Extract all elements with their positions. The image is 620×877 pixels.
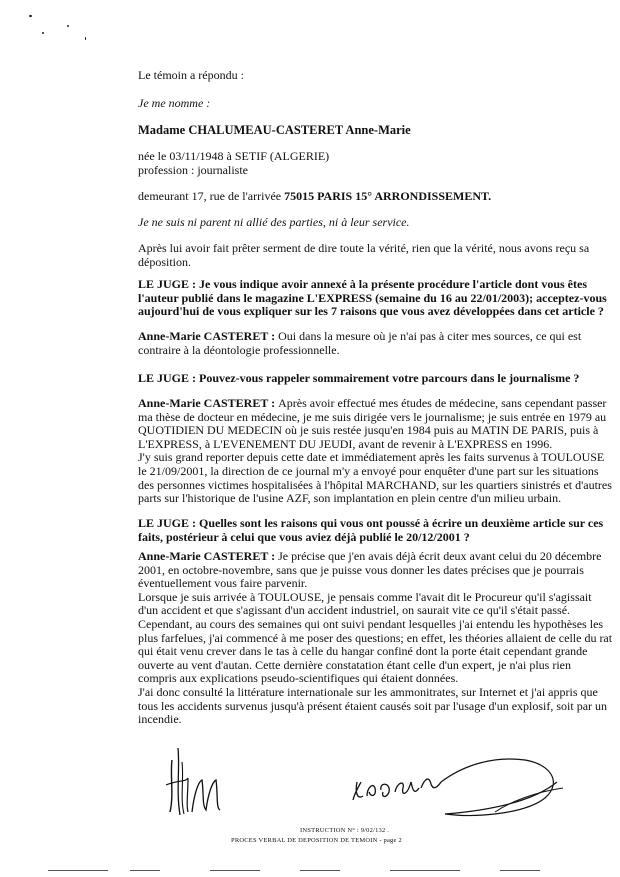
oath-paragraph [138,242,590,269]
answer-line: ouverte au vent d'autan. Cette dernière constatation étant celle d'un expert, je n'ai plus rien [138,657,571,672]
oath-line: déposition. [138,254,191,269]
question-line: LE JUGE : Je vous indique avoir annexé à la présente procédure l'article dont vous êtes [138,277,587,291]
answer-line: L'EXPRESS, à L'EVENEMENT DU JEUDI, avant de revenir à L'EXPRESS en 1996. [138,436,553,451]
speaker-name: Anne-Marie CASTERET : [138,329,279,343]
answer-line: éventuellement vous faire parvenir. [138,576,308,591]
address-info [138,190,590,204]
judge-question-2: LE JUGE : Pouvez-vous rappeler sommairement votre parcours dans le journalisme ? [138,371,580,385]
answer-line: parts sur l'historique de l'usine AZF, son implantation en plein centre d'un milieu urbain. [138,491,562,506]
answer-line: 2001, en octobre-novembre, sans que je puisse vous donner les dates précises que je pourrais [138,562,584,577]
answer-line: Anne-Marie CASTERET : Après avoir effectué mes études de médecine, sans cependant passer [138,396,607,410]
scan-speck [29,15,32,17]
answer-line: tous les accidents survenus jusqu'à présent étaient causés soit par l'usage d'un explosif, soit par un [138,698,608,713]
answer-line: incendie. [138,712,182,727]
answer-line: Anne-Marie CASTERET : Oui dans la mesure où je n'ai pas à citer mes sources, ce qui est [138,329,582,343]
address-street: demeurant 17, rue de l'arrivée [138,189,285,203]
answer-line: Lorsque je suis arrivée à TOULOUSE, je pensais comme l'avait dit le Procureur qu'il s'agissait [138,589,592,604]
profession-info: profession : journaliste [138,163,248,177]
scan-speck [85,37,86,40]
proces-verbal-footer: PROCES VERBAL DE DEPOSITION DE TEMOIN - page 2 [231,837,402,844]
scan-border [300,870,340,871]
answer-line: compris aux explications pseudo-scientifiques qui étaient données. [138,671,459,686]
scan-border [500,870,540,871]
witness-answer-2 [138,396,612,506]
judge-question-3 [138,516,604,544]
answer-line: contraire à la déontologie professionnelle. [138,342,340,357]
scan-border [130,870,160,871]
answer-line: Cependant, au cours des semaines qui ont suivi pendant lesquelles j'ai entendu les hypothèses les [138,616,604,631]
witness-answer-3 [138,549,613,727]
scan-speck [42,32,44,34]
answer-line: QUOTIDIEN DU MEDECIN où je suis restée jusqu'en 1984 puis au MATIN DE PARIS, puis à [138,423,599,438]
birth-info: née le 03/11/1948 à SETIF (ALGERIE) [138,149,330,163]
answer-line: qui était venu crever dans le tas à celle du hangar confiné dont la porte était cependant grande [138,644,588,659]
name-label: Je me nomme : [138,96,211,110]
question-line: LE JUGE : Quelles sont les raisons qui vous ont poussé à écrire un deuxième article sur ces [138,516,604,530]
scan-border [210,870,260,871]
witness-intro: Le témoin a répondu : [138,68,244,82]
answer-line: J'y suis grand reporter depuis cette date et immédiatement après les faits survenus à TOULOUSE [138,450,605,465]
answer-line: plus farfelues, j'ai commencé à me poser des questions; en effet, les théories allaient de celle du rat [138,630,613,645]
answer-line: J'ai donc consulté la littérature internationale sur les ammonitrates, sur Internet et j'ai appris que [138,684,598,699]
address-city: 75015 PARIS 15° ARRONDISSEMENT. [284,189,492,203]
answer-line: le 21/09/2001, la direction de ce journal m'y a envoyé pour enquêter d'une part sur les situations [138,463,599,478]
answer-line: des personnes victimes hospitalisées à l'hôpital MARCHAND, sur les quartiers sinistrés et d'autres [138,477,612,492]
scan-border [390,870,460,871]
witness-name: Madame CHALUMEAU-CASTERET Anne-Marie [138,123,411,137]
question-line: faits, postérieur à celui que vous aviez déjà publié le 20/12/2001 ? [138,529,470,544]
witness-signature [345,752,575,832]
judge-signature [158,740,248,820]
scan-border [48,870,108,871]
not-related-statement: Je ne suis ni parent ni allié des parties, ni à leur service. [138,215,410,229]
scan-speck [67,25,69,27]
judge-question-1 [138,277,607,319]
witness-answer-1 [138,330,590,357]
speaker-name: Anne-Marie CASTERET : [138,549,279,563]
oath-line: Après lui avoir fait prêter serment de dire toute la vérité, rien que la vérité, nous avons reçu sa [138,241,590,255]
instruction-number: INSTRUCTION N° : 9/02/132 . [300,827,390,834]
question-line: aujourd'hui de vous expliquer sur les 7 raisons que vous avez développées dans cet article ? [138,304,604,319]
question-line: l'auteur publié dans le magazine L'EXPRESS (semaine du 16 au 22/01/2003); acceptez-vous [138,290,607,305]
answer-line: Anne-Marie CASTERET : Je précise que j'en avais déjà écrit deux avant celui du 20 décembre [138,549,602,563]
speaker-name: Anne-Marie CASTERET : [138,396,279,410]
answer-line: ma thèse de docteur en médecine, je me suis dirigée vers le journalisme; je suis entrée en 1979 au [138,409,607,424]
answer-line: d'un accident et que s'agissant d'un accident industriel, on saurait vite ce qu'il s'était passé. [138,603,571,618]
